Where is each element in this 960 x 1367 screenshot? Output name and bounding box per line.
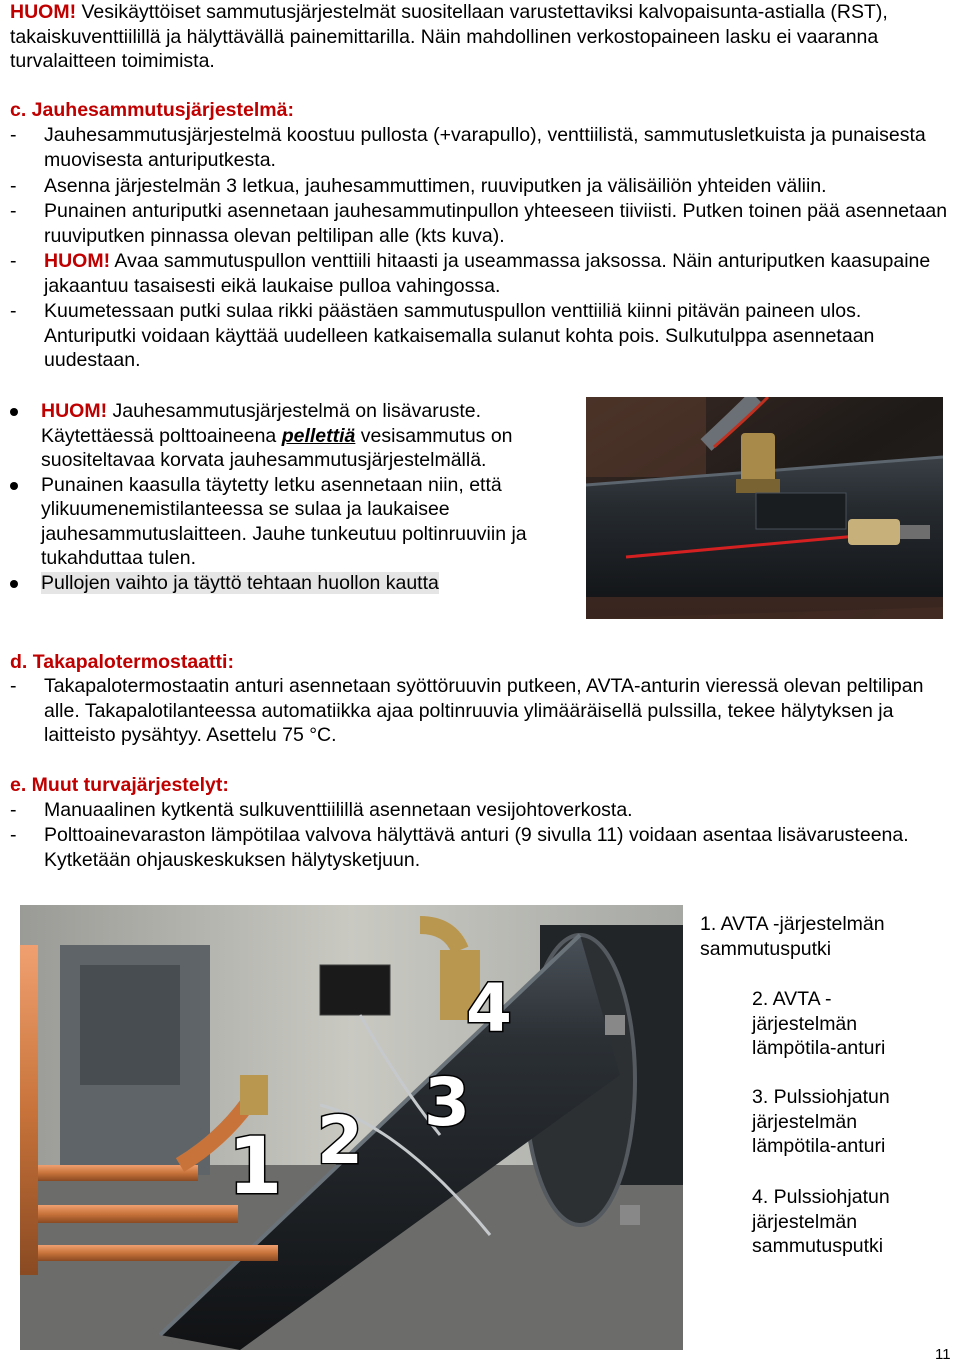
dash-marker: - (10, 250, 17, 272)
section-e-heading (10, 773, 229, 798)
photo-label-1: 1 (228, 1122, 283, 1212)
item-text: Manuaalinen kytkentä sulkuventtiilillä asennetaan vesijohtoverkosta. (44, 799, 633, 821)
installation-photo (20, 905, 683, 1350)
huom-label: HUOM! (44, 250, 111, 272)
bullet-huom-label: HUOM! (41, 400, 108, 422)
section-d-heading (10, 650, 234, 675)
section-e-title: Muut turvajärjestelyt: (26, 774, 229, 796)
bullet-item (10, 399, 585, 473)
bullet-text: Pullojen vaihto ja täyttö tehtaan huollon kautta (41, 571, 439, 594)
item-text: Kuumetessaan putki sulaa rikki päästäen sammutuspullon venttiiliä kiinni pitävän paineen ulos. Anturiputki voidaan käyttää uudelleen katkaisemalla sulanut kohta pois. Sulkutulppa asennetaan uudestaan. (44, 300, 875, 371)
legend-item-1: 1. AVTA -järjestelmän sammutusputki (700, 913, 885, 960)
bullet-item (10, 571, 585, 596)
legend-item-4: 4. Pulssiohjatun järjestelmän sammutusputki (752, 1186, 890, 1257)
bullet-text: Jauhesammutusjärjestelmä on lisävaruste. Käytettäessä polttoaineena (41, 400, 481, 447)
dash-marker: - (10, 124, 17, 146)
bullet-dot (10, 408, 18, 416)
photo-label-3: 3 (424, 1064, 470, 1141)
item-text: Takapalotermostaatin anturi asennetaan syöttöruuvin putkeen, AVTA-anturin vieressä olevan peltilipan alle. Takapalotilanteessa automatiikka ajaa poltinruuvia ylimääräisellä pulssilla, tekee hälytyksen ja laitteisto pysähtyy. Asettelu 75 °C. (44, 675, 924, 746)
legend-item-2: 2. AVTA - järjestelmän lämpötila-anturi (752, 988, 886, 1059)
notice-text: Vesikäyttöiset sammutusjärjestelmät suositellaan varustettaviksi kalvopaisunta-astialla (RST), takaiskuventtiilillä ja hälyttävällä painemittarilla. Näin mahdollinen verkostopaineen lasku ei vaaranna turvalaitteen toimimista. (10, 1, 888, 72)
bullet-text: Punainen kaasulla täytetty letku asennetaan niin, että ylikuumenemistilanteessa se sulaa ja laukaisee jauhesammutuslaitteen. Jauhe tunkeutuu poltinruuviin ja tukahduttaa tulen. (41, 473, 527, 569)
bullet-emphasis: pellettiä (281, 424, 356, 447)
section-c-prefix: c. (10, 99, 27, 121)
photo-label-2: 2 (317, 1102, 363, 1179)
bullet-text: vesisammutus on suositeltavaa korvata jauhesammutusjärjestelmällä. (41, 424, 513, 471)
section-c-title: Jauhesammutusjärjestelmä: (26, 99, 294, 121)
sensor-photo-image (586, 397, 943, 619)
huom-text: Avaa sammutuspullon venttiili hitaasti ja useammassa jaksossa. Näin anturiputken kaasupaine jakaantuu tasaisesti eikä laukaise pulloa vahingossa. (44, 250, 931, 297)
dash-marker: - (10, 175, 17, 197)
sensor-photo (586, 397, 943, 619)
dash-marker: - (10, 300, 17, 322)
bullet-dot (10, 482, 18, 490)
dash-marker: - (10, 200, 17, 222)
item-text (44, 249, 956, 298)
section-d-title: Takapalotermostaatti: (27, 651, 234, 673)
top-notice (10, 0, 955, 74)
item-text: Asenna järjestelmän 3 letkua, jauhesammuttimen, ruuviputken ja välisäiliön yhteiden väliin. (44, 175, 827, 197)
item-text: Punainen anturiputki asennetaan jauhesammutinpullon yhteeseen tiiviisti. Putken toinen pää asennetaan ruuviputken pinnassa olevan peltilipan alle (kts kuva). (44, 200, 948, 247)
section-e-prefix: e. (10, 774, 27, 796)
bullet-item (10, 473, 585, 571)
section-d-prefix: d. (10, 651, 28, 673)
section-c-heading (10, 98, 294, 123)
dash-marker: - (10, 799, 17, 821)
bullet-list (10, 399, 585, 595)
photo-label-4: 4 (466, 970, 512, 1047)
page-number: 11 (935, 1346, 951, 1363)
item-text: Polttoainevaraston lämpötilaa valvova hälyttävä anturi (9 sivulla 11) voidaan asentaa lisävarusteena. Kytketään ohjauskeskuksen hälytysketjuun. (44, 824, 909, 871)
legend-item-3: 3. Pulssiohjatun järjestelmän lämpötila-anturi (752, 1086, 890, 1157)
notice-label: HUOM! (10, 1, 77, 23)
item-text: Jauhesammutusjärjestelmä koostuu pullosta (+varapullo), venttiilistä, sammutusletkuista ja punaisesta muovisesta anturiputkesta. (44, 124, 926, 171)
dash-marker: - (10, 675, 17, 697)
installation-photo-image (20, 905, 683, 1350)
bullet-dot (10, 580, 18, 588)
dash-marker: - (10, 824, 17, 846)
